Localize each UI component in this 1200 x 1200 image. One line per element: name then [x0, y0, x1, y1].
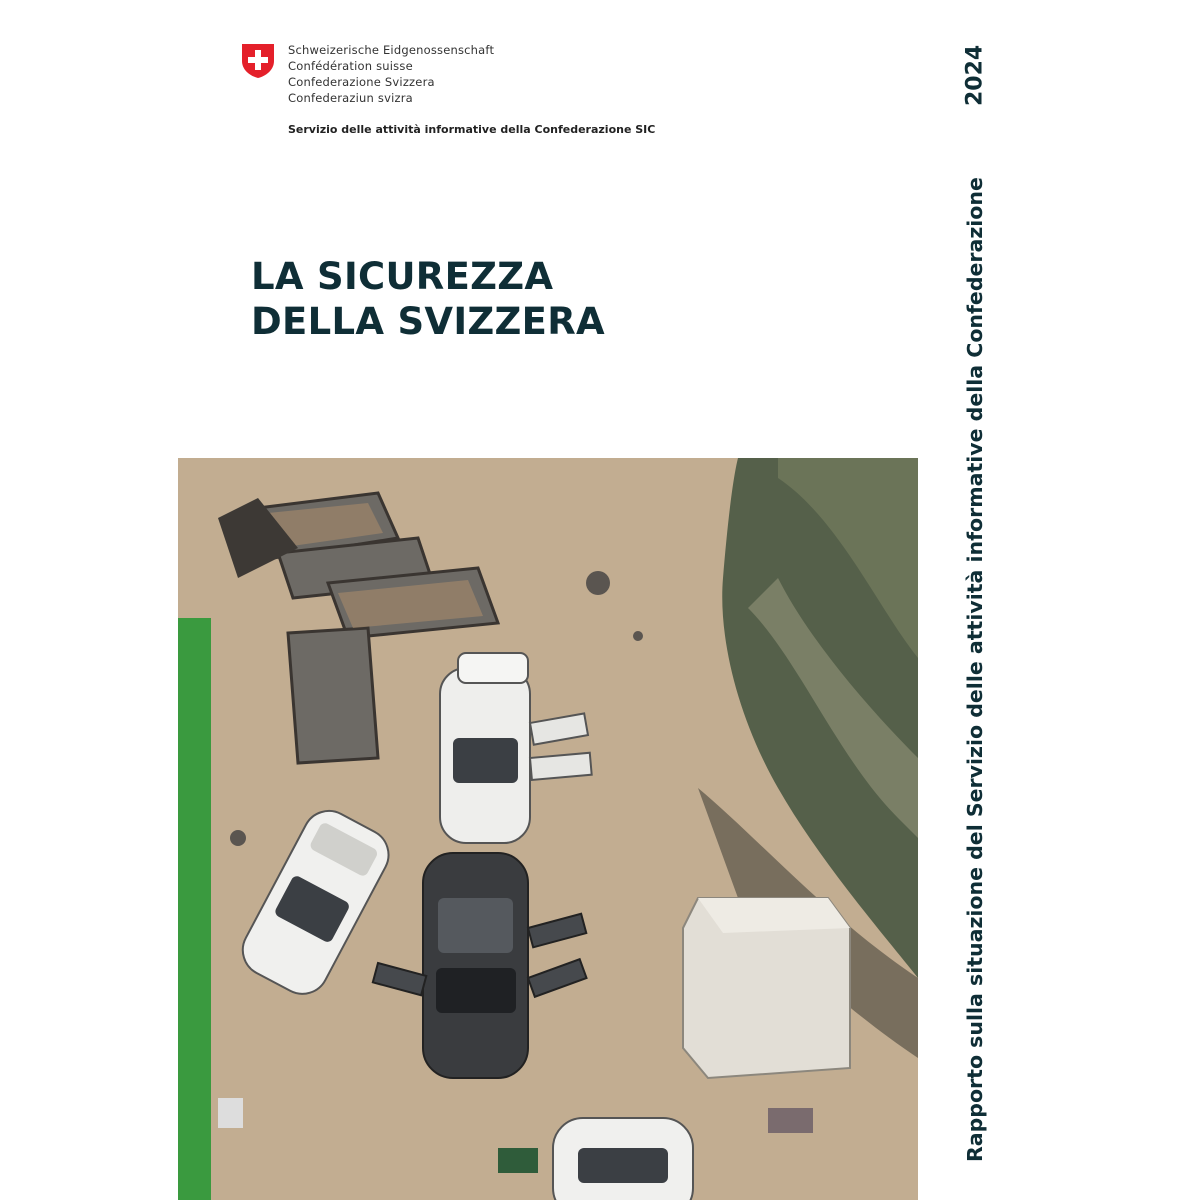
cover-title: [251, 254, 605, 344]
federal-name-fr: Confédération suisse: [288, 59, 413, 73]
cover-title-line-2: DELLA SVIZZERA: [251, 300, 605, 343]
cover-photo-illustration: [178, 458, 918, 1200]
federal-name-de: Schweizerische Eidgenossenschaft: [288, 43, 495, 57]
federal-name-it: Confederazione Svizzera: [288, 75, 435, 89]
accent-green-bar: [178, 618, 211, 1200]
swiss-cross-shield-icon: [241, 43, 275, 79]
cover-photo: [178, 458, 918, 1200]
cover-title-line-1: LA SICUREZZA: [251, 255, 554, 298]
federal-names: [288, 42, 494, 106]
report-subtitle: Rapporto sulla situazione del Servizio delle attività informative della Confederazione: [963, 177, 987, 1163]
federal-name-rm: Confederaziun svizra: [288, 91, 413, 105]
report-year: 2024: [962, 44, 988, 106]
spine-text: [955, 40, 995, 1170]
agency-name: Servizio delle attività informative della Confederazione SIC: [288, 123, 656, 136]
